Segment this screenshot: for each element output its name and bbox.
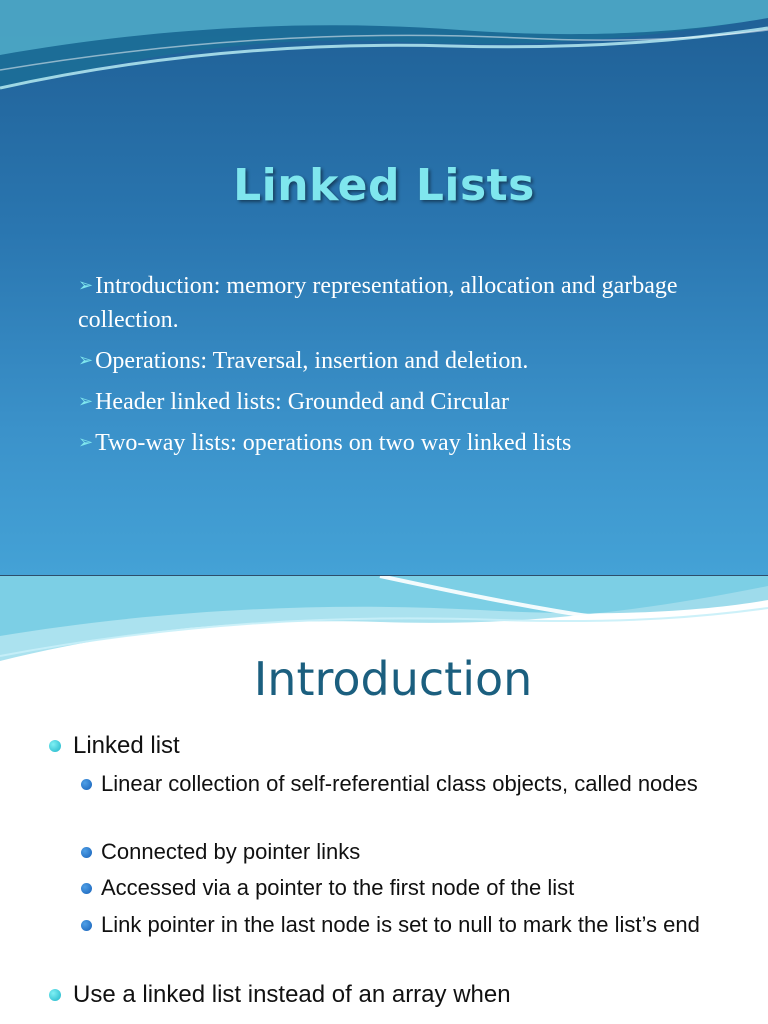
- arrow-bullet-icon: ➢: [78, 275, 94, 295]
- bullet-item: ➢Header linked lists: Grounded and Circular: [78, 389, 509, 415]
- slide-bullet-list: [78, 268, 718, 466]
- bullet-dot-icon: [49, 740, 61, 752]
- sub-bullet-item: Link pointer in the last node is set to null to mark the list’s end: [101, 910, 721, 940]
- bullet-item: ➢Two-way lists: operations on two way linked lists: [78, 430, 572, 456]
- bullet-dot-icon: [81, 779, 92, 790]
- slide-title: Introduction: [253, 652, 533, 706]
- arrow-bullet-icon: ➢: [78, 391, 94, 411]
- bullet-dot-icon: [81, 920, 92, 931]
- bullet-dot-icon: [81, 883, 92, 894]
- bullet-item: ➢Introduction: memory representation, allocation and garbage collection.: [78, 273, 678, 333]
- arrow-bullet-icon: ➢: [78, 350, 94, 370]
- bullet-dot-icon: [49, 989, 61, 1001]
- bullet-item: Use a linked list instead of an array when: [73, 980, 511, 1010]
- bullet-dot-icon: [81, 847, 92, 858]
- slide-2: [0, 576, 768, 1024]
- bullet-item: ➢Operations: Traversal, insertion and deletion.: [78, 348, 529, 374]
- wave-decoration-top: [0, 0, 768, 100]
- sub-bullet-item: Linear collection of self-referential class objects, called nodes: [101, 769, 721, 799]
- sub-bullet-item: Accessed via a pointer to the first node of the list: [101, 873, 721, 903]
- sub-bullet-item: Connected by pointer links: [101, 837, 721, 867]
- bullet-item: Linked list: [73, 731, 180, 761]
- arrow-bullet-icon: ➢: [78, 432, 94, 452]
- slide-title: Linked Lists: [233, 160, 535, 211]
